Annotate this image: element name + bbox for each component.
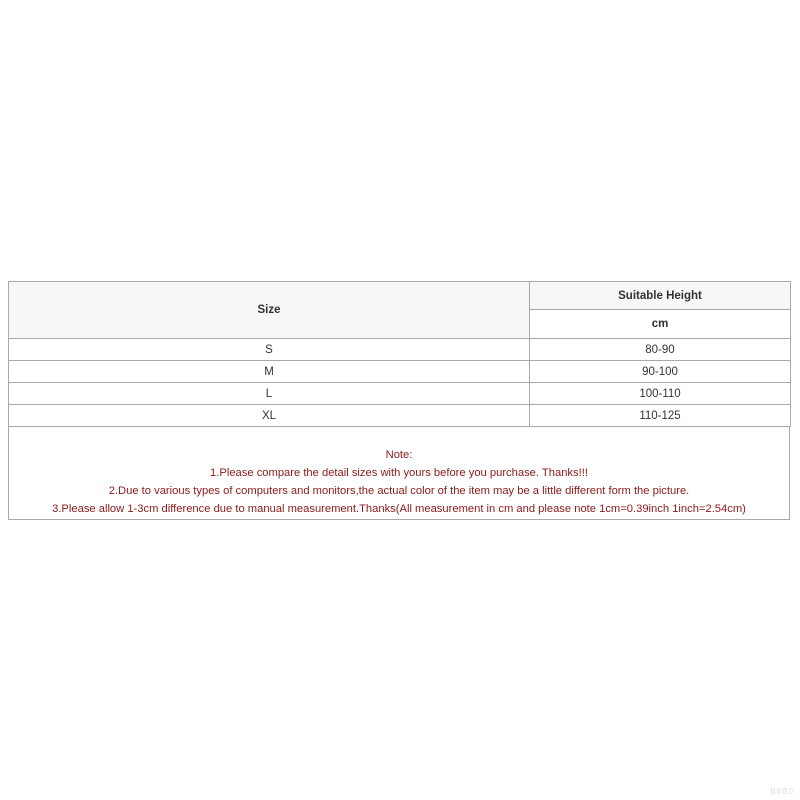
size-column-header: Size [9,282,530,339]
table-row [9,339,791,361]
height-cell: 100-110 [530,383,791,405]
notes-box [8,427,790,520]
note-line-2: 2.Due to various types of computers and monitors,the actual color of the item may be a little different form the picture. [108,485,690,497]
height-cell: 80-90 [530,339,791,361]
table-row [9,383,791,405]
table-row [9,405,791,427]
unit-header: cm [530,310,791,339]
height-cell: 110-125 [530,405,791,427]
size-cell: S [9,339,530,361]
watermark: B6B0 [770,787,794,796]
note-line-3: 3.Please allow 1-3cm difference due to manual measurement.Thanks(All measurement in cm and please note 1cm=0.39inch 1inch=2.54cm) [52,503,746,515]
size-table [8,281,791,427]
table-row [9,361,791,383]
note-line-1: 1.Please compare the detail sizes with yours before you purchase. Thanks!!! [210,467,588,479]
note-title: Note: [385,449,413,461]
size-cell: XL [9,405,530,427]
size-cell: L [9,383,530,405]
suitable-height-header: Suitable Height [530,282,791,310]
size-chart [8,281,790,520]
size-cell: M [9,361,530,383]
height-cell: 90-100 [530,361,791,383]
